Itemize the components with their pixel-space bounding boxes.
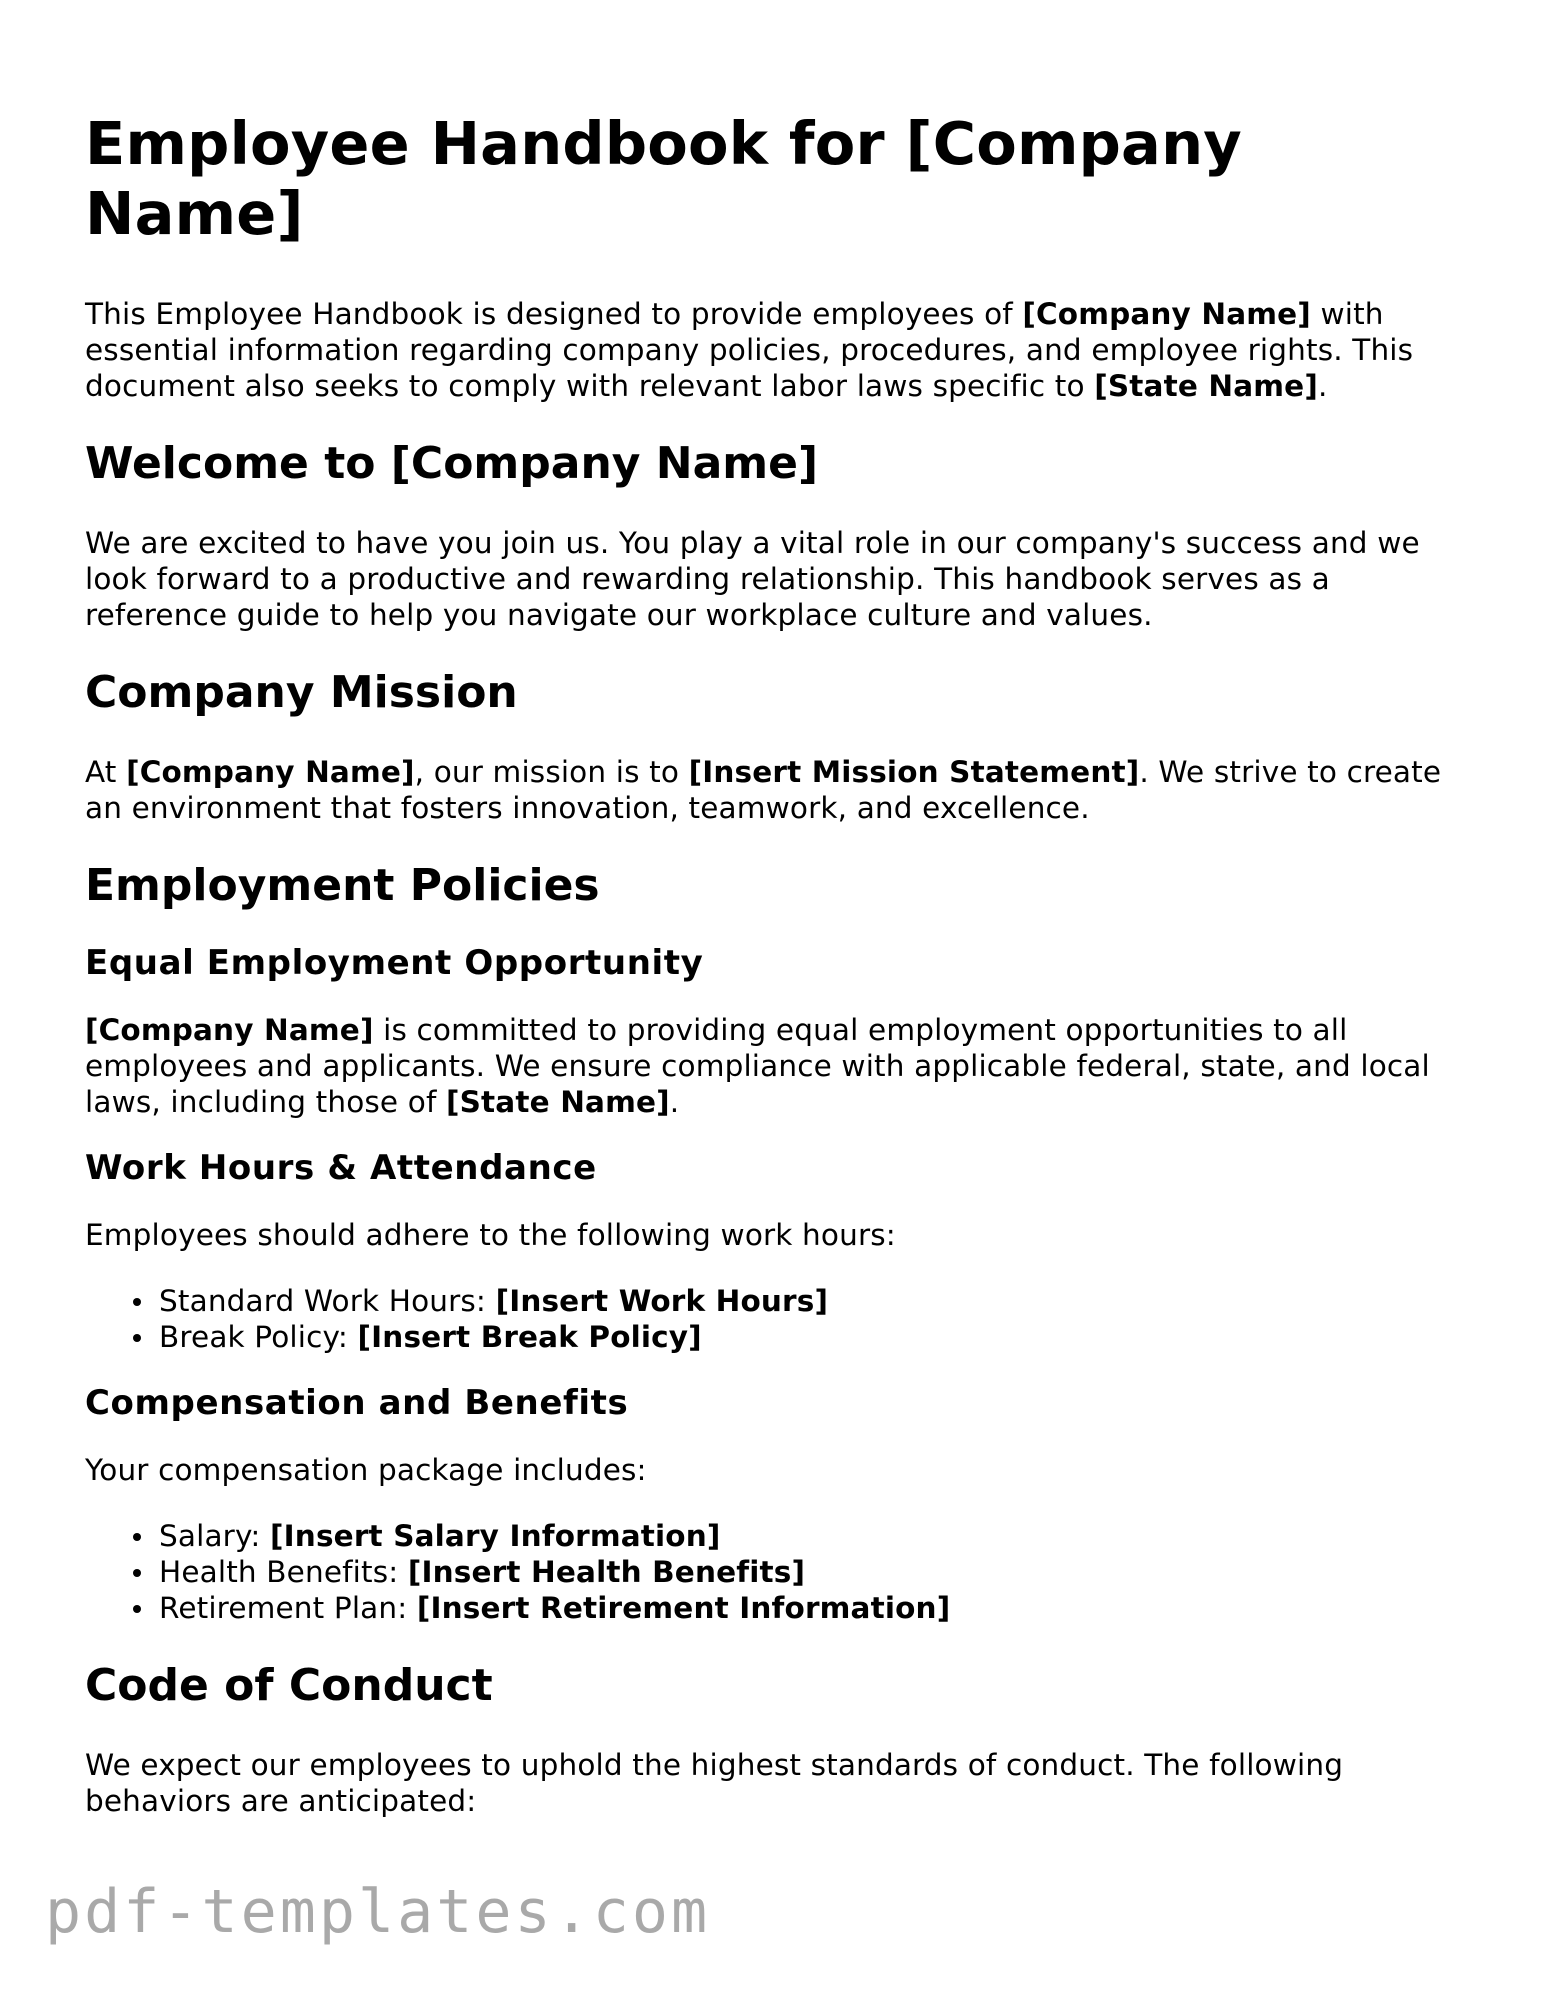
welcome-heading: Welcome to [Company Name] (85, 438, 819, 489)
comp-paragraph: Your compensation package includes: (85, 1453, 647, 1487)
eeo-text-2: . (669, 1085, 680, 1119)
hours-list (85, 1283, 1465, 1355)
mission-text-1: At (85, 755, 127, 789)
intro-state-name: [State Name] (1094, 369, 1318, 403)
list-item-value: [Insert Work Hours] (495, 1284, 829, 1318)
intro-company-name: [Company Name] (1022, 297, 1311, 331)
list-item (159, 1283, 1465, 1319)
list-item-label: Break Policy: (159, 1320, 358, 1354)
eeo-text-1: is committed to providing equal employment opportunities to all employees and applicants. We ensure compliance with applicable federal, state, and local laws, including those of (85, 1013, 1430, 1119)
list-item (159, 1554, 1465, 1590)
list-item-value: [Insert Health Benefits] (407, 1555, 806, 1589)
list-item-value: [Insert Salary Information] (270, 1519, 721, 1553)
conduct-paragraph: We expect our employees to uphold the highest standards of conduct. The following behaviors are anticipated: (85, 1748, 1344, 1818)
list-item-label: Health Benefits: (159, 1555, 408, 1589)
comp-list (85, 1518, 1465, 1626)
hours-paragraph: Employees should adhere to the following work hours: (85, 1218, 896, 1252)
eeo-state-name: [State Name] (446, 1085, 670, 1119)
mission-statement-placeholder: [Insert Mission Statement] (688, 755, 1140, 789)
welcome-paragraph: We are excited to have you join us. You play a vital role in our company's success and we look forward to a productive and rewarding relationship. This handbook serves as a reference guide to help you navigate our workplace culture and values. (85, 526, 1420, 632)
intro-text-3: . (1317, 369, 1328, 403)
list-item-label: Retirement Plan: (159, 1591, 417, 1625)
document-title: Employee Handbook for [Company Name] (85, 109, 1242, 248)
policies-heading: Employment Policies (85, 860, 600, 911)
eeo-paragraph (85, 1012, 1465, 1120)
intro-text-1: This Employee Handbook is designed to provide employees of (85, 297, 1023, 331)
list-item (159, 1319, 1465, 1355)
intro-paragraph (85, 296, 1465, 404)
list-item-value: [Insert Break Policy] (357, 1320, 702, 1354)
list-item-label: Salary: (159, 1519, 271, 1553)
eeo-company-name: [Company Name] (85, 1013, 374, 1047)
hours-heading: Work Hours & Attendance (85, 1148, 597, 1188)
eeo-heading: Equal Employment Opportunity (85, 943, 704, 983)
mission-heading: Company Mission (85, 667, 518, 718)
conduct-heading: Code of Conduct (85, 1660, 493, 1711)
intro-text-2: with essential information regarding company policies, procedures, and employee rights. This document also seeks to comply with relevant labor laws specific to (85, 297, 1414, 403)
mission-company-name: [Company Name] (126, 755, 415, 789)
list-item (159, 1590, 1465, 1626)
list-item (159, 1518, 1465, 1554)
document-page (85, 0, 1465, 1819)
watermark: pdf-templates.com (45, 1877, 711, 1947)
mission-text-2: , our mission is to (414, 755, 689, 789)
comp-heading: Compensation and Benefits (85, 1383, 629, 1423)
mission-text-3: . We strive to create an environment that fosters innovation, teamwork, and excellence. (85, 755, 1442, 825)
list-item-value: [Insert Retirement Information] (416, 1591, 951, 1625)
mission-paragraph (85, 754, 1465, 826)
list-item-label: Standard Work Hours: (159, 1284, 496, 1318)
